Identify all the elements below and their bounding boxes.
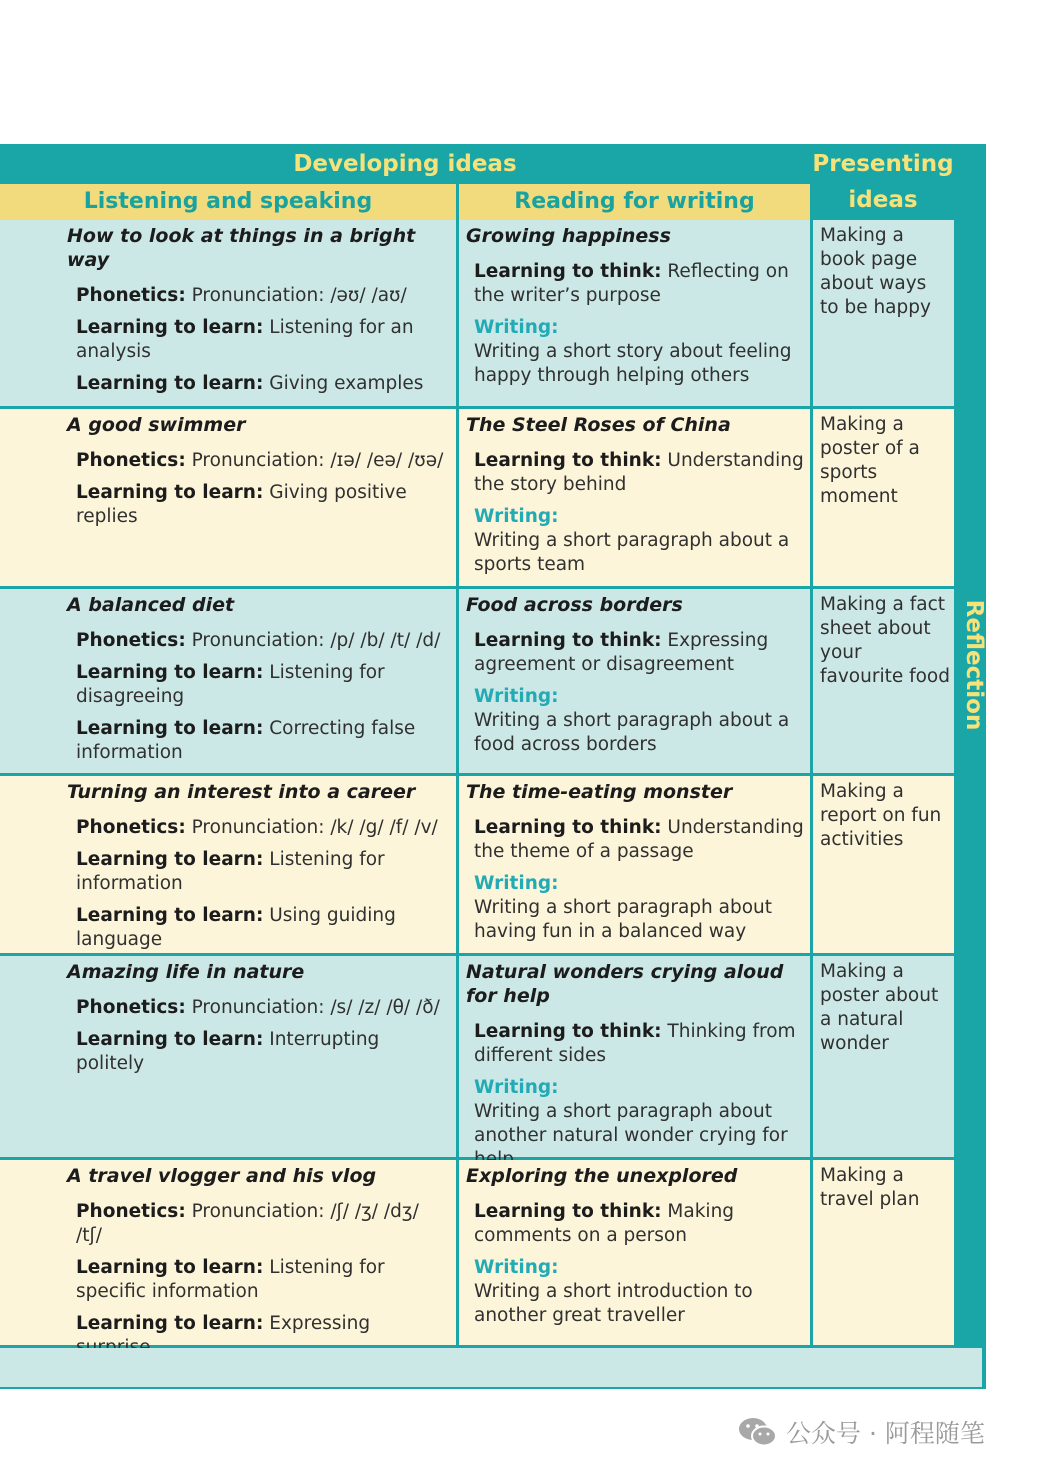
rw-title: The time-eating monster: [466, 781, 733, 803]
rw-think-label: Learning to think:: [474, 450, 662, 471]
ls-item: [76, 481, 450, 529]
rw-writing-text: Writing a short introduction to another great traveller: [474, 1281, 753, 1326]
ls-item-text: Using guiding language: [76, 905, 396, 950]
rw-think: [474, 260, 804, 308]
reading-writing-cell: [459, 220, 810, 406]
presenting-cell: Making a poster about a natural wonder: [813, 956, 954, 1157]
ls-item-label: Learning to learn:: [76, 317, 264, 338]
unit-row: [0, 220, 954, 406]
ls-title: Turning an interest into a career: [67, 781, 416, 803]
ls-item-label: Phonetics:: [76, 1201, 186, 1222]
ls-item-label: Learning to learn:: [76, 1029, 264, 1050]
ls-item-text: Pronunciation: /əʊ/ /aʊ/: [185, 285, 407, 306]
ls-item: [76, 1256, 450, 1304]
ls-item-label: Learning to learn:: [76, 662, 264, 683]
ls-item-text: Giving examples: [263, 373, 424, 394]
listening-speaking-cell: [0, 220, 456, 406]
bottom-strip: [0, 1348, 982, 1387]
listening-speaking-cell: [0, 776, 456, 953]
unit-row: [0, 956, 954, 1157]
rw-think-text: Thinking from different sides: [474, 1021, 796, 1066]
table-of-contents: [0, 144, 986, 1389]
ls-item-text: Listening for specific information: [76, 1257, 385, 1302]
writing-label: Writing:: [474, 873, 559, 894]
rw-writing: [474, 685, 804, 757]
ls-item: [76, 316, 450, 364]
rw-think: [474, 1020, 804, 1068]
reading-writing-cell: [459, 1160, 810, 1345]
wechat-icon: [738, 1416, 778, 1448]
ls-item: [76, 372, 450, 396]
ls-item: [76, 904, 450, 952]
writing-label: Writing:: [474, 506, 559, 527]
ls-item-text: Pronunciation: /ɪə/ /eə/ /ʊə/: [185, 450, 444, 471]
ls-item: [76, 1200, 450, 1248]
rw-writing-text: Writing a short paragraph about a sports team: [474, 530, 790, 575]
rw-think-text: Understanding the story behind: [474, 450, 804, 495]
rw-think-label: Learning to think:: [474, 817, 662, 838]
rw-think: [474, 1200, 804, 1248]
rw-writing-text: Writing a short paragraph about a food across borders: [474, 710, 790, 755]
rw-think: [474, 629, 804, 677]
rw-title: The Steel Roses of China: [466, 414, 731, 436]
presenting-cell: Making a travel plan: [813, 1160, 954, 1345]
reading-writing-cell: [459, 409, 810, 586]
ls-item-text: Interrupting politely: [76, 1029, 380, 1074]
rw-writing-text: Writing a short paragraph about having fun in a balanced way: [474, 897, 773, 942]
ls-item-label: Phonetics:: [76, 997, 186, 1018]
watermark: [738, 1414, 985, 1450]
ls-item: [76, 996, 450, 1020]
ls-item-label: Phonetics:: [76, 630, 186, 651]
ls-title: How to look at things in a bright way: [67, 225, 416, 271]
ls-item-label: Phonetics:: [76, 285, 186, 306]
ls-item-label: Learning to learn:: [76, 482, 264, 503]
ls-item-text: Pronunciation: /ʃ/ /ʒ/ /dʒ/ /tʃ/: [76, 1201, 419, 1246]
rw-title: Exploring the unexplored: [466, 1165, 738, 1187]
ls-item-text: Correcting false information: [76, 718, 416, 763]
writing-label: Writing:: [474, 1077, 559, 1098]
ls-item-text: Pronunciation: /p/ /b/ /t/ /d/: [185, 630, 441, 651]
rw-think-label: Learning to think:: [474, 1021, 662, 1042]
rw-think: [474, 449, 804, 497]
ls-title: Amazing life in nature: [67, 961, 305, 983]
rw-writing-text: Writing a short paragraph about another natural wonder crying for: [474, 1101, 788, 1146]
ls-title: A balanced diet: [67, 594, 235, 616]
ls-item: [76, 717, 450, 765]
ls-item-label: Learning to learn:: [76, 718, 264, 739]
unit-row: [0, 776, 954, 953]
rw-think-text: Understanding the theme of a passage: [474, 817, 804, 862]
presenting-cell: Making a fact sheet about your favourite food: [813, 589, 954, 773]
rw-think-text: Expressing agreement or disagreement: [474, 630, 769, 675]
rw-think: [474, 816, 804, 864]
header-developing-ideas: Developing ideas: [0, 144, 810, 184]
presenting-cell: Making a poster of a sports moment: [813, 409, 954, 586]
ls-item-label: Learning to learn:: [76, 1313, 264, 1334]
rw-title: Natural wonders crying aloud for help: [466, 961, 784, 1007]
rw-think-label: Learning to think:: [474, 1201, 662, 1222]
listening-speaking-cell: [0, 956, 456, 1157]
ls-item-label: Phonetics:: [76, 817, 186, 838]
ls-item: [76, 449, 450, 473]
reading-writing-cell: [459, 589, 810, 773]
unit-row: [0, 409, 954, 586]
listening-speaking-cell: [0, 409, 456, 586]
rw-writing: [474, 316, 804, 388]
unit-row: [0, 1160, 954, 1345]
rw-writing: [474, 1256, 804, 1328]
ls-item-text: Expressing: [269, 1313, 371, 1334]
rw-think-label: Learning to think:: [474, 630, 662, 651]
rw-writing: [474, 1076, 804, 1172]
presenting-cell: Making a report on fun activities: [813, 776, 954, 953]
presenting-cell: Making a book page about ways to be happy: [813, 220, 954, 406]
ls-item-text: Pronunciation: /k/ /g/ /f/ /v/: [185, 817, 438, 838]
listening-speaking-cell: [0, 589, 456, 773]
rw-think-text: Reflecting on the writer’s purpose: [474, 261, 789, 306]
reading-writing-cell: [459, 776, 810, 953]
listening-speaking-cell: [0, 1160, 456, 1345]
watermark-text: 公众号 · 阿程随笔: [786, 1419, 985, 1448]
rw-think-text: Making comments on a person: [474, 1201, 735, 1246]
ls-item: [76, 629, 450, 653]
writing-label: Writing:: [474, 1257, 559, 1278]
header-listening-speaking: Listening and speaking: [0, 184, 456, 220]
ls-item: [76, 848, 450, 896]
rw-title: Food across borders: [466, 594, 683, 616]
writing-label: Writing:: [474, 686, 559, 707]
ls-item: [76, 284, 450, 308]
ls-item-text: Listening for information: [76, 849, 385, 894]
writing-label: Writing:: [474, 317, 559, 338]
ls-item-label: Learning to learn:: [76, 373, 264, 394]
ls-item-text: Giving positive replies: [76, 482, 407, 527]
ls-title: A good swimmer: [67, 414, 246, 436]
rw-writing: [474, 872, 804, 944]
ls-item-label: Learning to learn:: [76, 905, 264, 926]
ls-item-text: Pronunciation: /s/ /z/ /θ/ /ð/: [185, 997, 440, 1018]
rw-writing: [474, 505, 804, 577]
reflection-column: [954, 220, 986, 1346]
ls-item-text: Listening for an analysis: [76, 317, 414, 362]
ls-item: [76, 816, 450, 840]
header-reading-writing: Reading for writing: [459, 184, 810, 220]
reading-writing-cell: [459, 956, 810, 1157]
ls-item: [76, 661, 450, 709]
rw-writing-text: Writing a short story about feeling happy through helping others: [474, 341, 792, 386]
ls-item-text: Listening for disagreeing: [76, 662, 385, 707]
ls-item-label: Learning to learn:: [76, 1257, 264, 1278]
rw-think-label: Learning to think:: [474, 261, 662, 282]
ls-item: [76, 1028, 450, 1076]
unit-row: [0, 589, 954, 773]
ls-item-label: Phonetics:: [76, 450, 186, 471]
rw-title: Growing happiness: [466, 225, 671, 247]
reflection-label: Reflection: [961, 599, 987, 731]
ls-item-label: Learning to learn:: [76, 849, 264, 870]
ls-title: A travel vlogger and his vlog: [67, 1165, 377, 1187]
header-presenting-ideas: Presenting ideas: [812, 144, 954, 220]
